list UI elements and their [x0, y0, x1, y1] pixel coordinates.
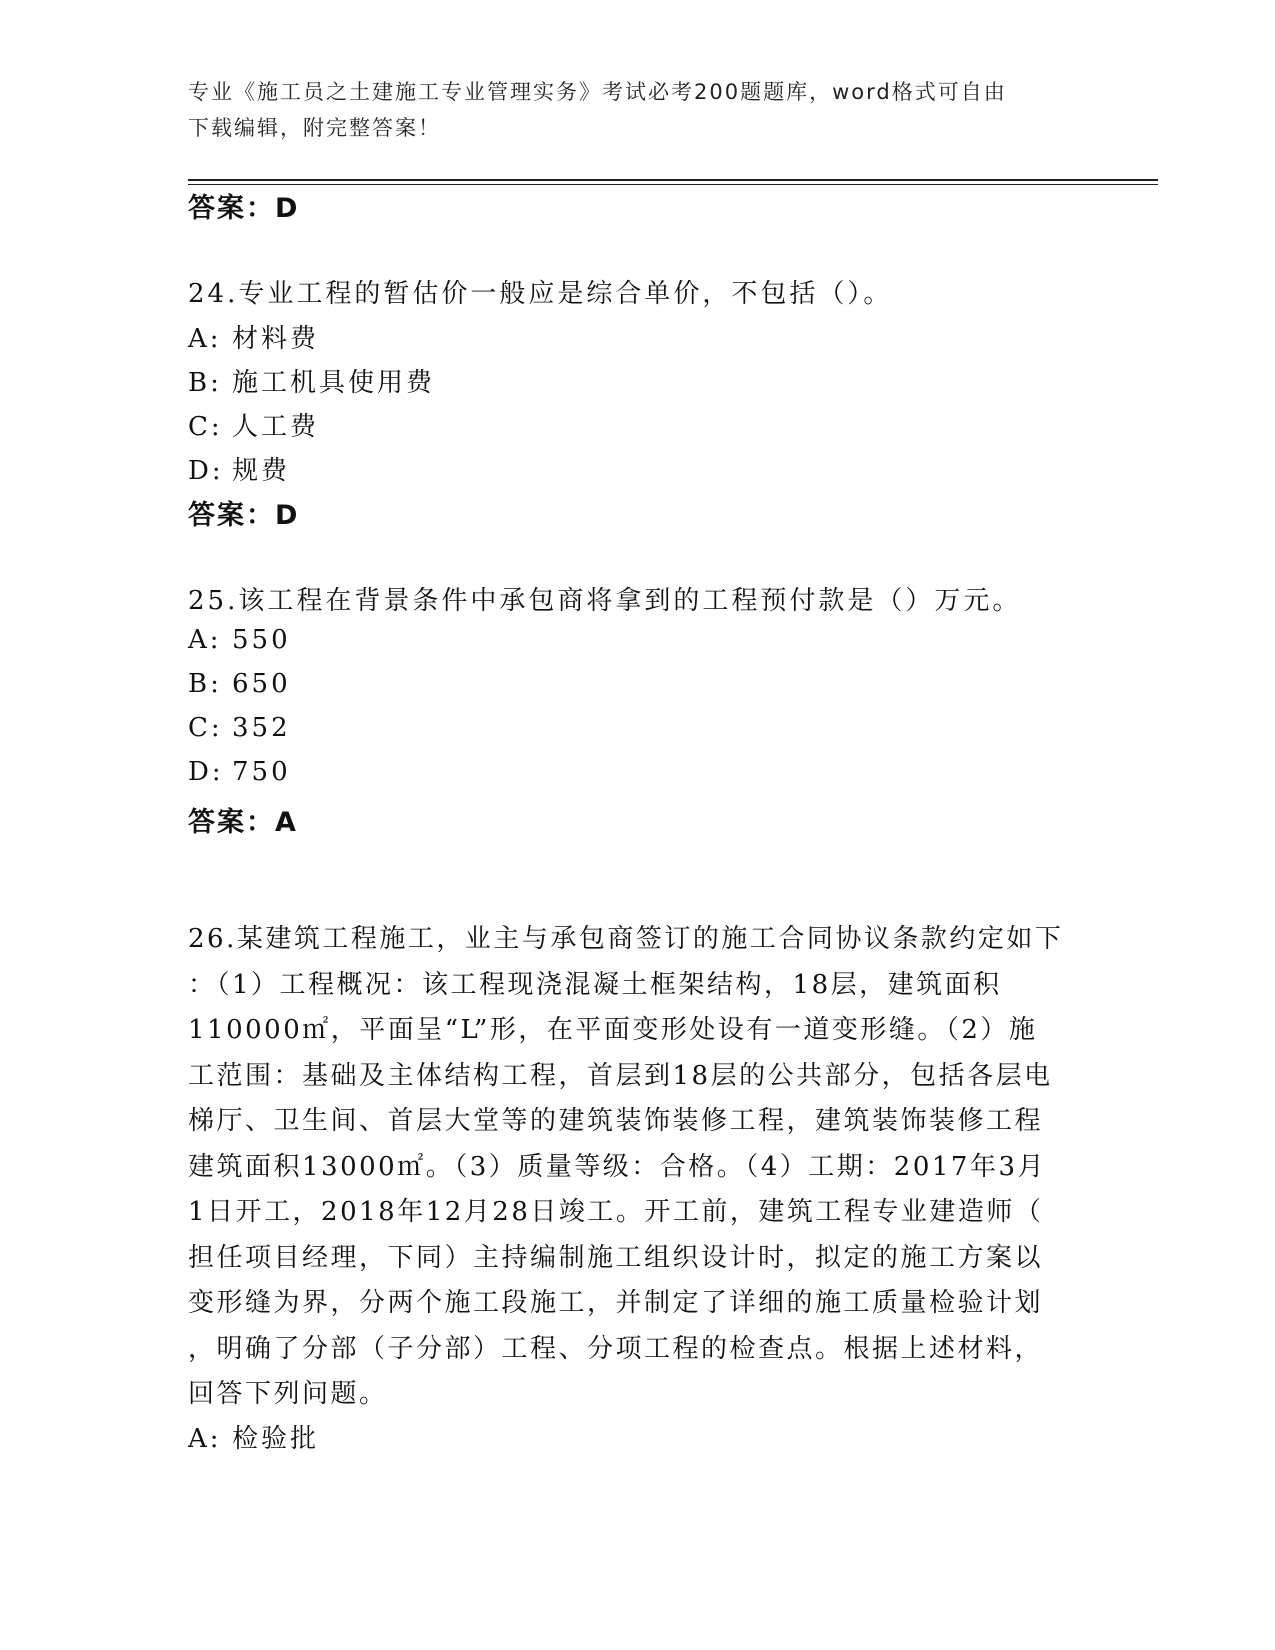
question-26-line: ，明确了分部（子分部）工程、分项工程的检查点。根据上述材料，: [188, 1333, 1044, 1364]
option-text: 550: [232, 625, 291, 655]
option-26-a: [188, 1418, 319, 1455]
option-text: 规费: [232, 456, 291, 486]
option-text: 检验批: [232, 1424, 320, 1454]
question-26-line: 1日开工，2018年12月28日竣工。开工前，建筑工程专业建造师（: [188, 1197, 1044, 1227]
header-rule-thin: [188, 184, 1158, 185]
option-24-a: [188, 318, 319, 355]
option-label: D:: [188, 456, 224, 486]
option-text: 施工机具使用费: [232, 368, 436, 398]
option-text: 352: [232, 713, 291, 743]
question-26-line: 110000㎡，平面呈“L”形，在平面变形处设有一道变形缝。（2）施: [188, 1015, 1038, 1045]
question-26-line: 变形缝为界，分两个施工段施工，并制定了详细的施工质量检验计划: [188, 1288, 1044, 1318]
option-label: B:: [188, 368, 222, 398]
option-25-c: [188, 713, 291, 743]
question-26-line: 26.某建筑工程施工，业主与承包商签订的施工合同协议条款约定如下: [188, 924, 1064, 954]
option-text: 650: [232, 669, 291, 699]
question-24: 24.专业工程的暂估价一般应是综合单价，不包括（）。: [188, 279, 893, 309]
option-label: A:: [188, 625, 222, 655]
question-26-line: 回答下列问题。: [188, 1379, 388, 1409]
answer-24: 答案：D: [188, 500, 300, 531]
option-label: B:: [188, 669, 222, 699]
option-label: D:: [188, 757, 224, 787]
option-label: A:: [188, 324, 222, 354]
option-text: 材料费: [232, 324, 320, 354]
question-25: 25.该工程在背景条件中承包商将拿到的工程预付款是（）万元。: [188, 586, 1022, 616]
header-line-2: 下载编辑，附完整答案！: [188, 116, 441, 140]
option-text: 人工费: [232, 412, 320, 442]
answer-previous: 答案：D: [188, 193, 300, 224]
option-24-b: [188, 362, 435, 399]
option-label: C:: [188, 412, 223, 442]
option-25-a: [188, 625, 291, 655]
option-24-d: [188, 450, 290, 487]
question-26-line: 梯厅、卫生间、首层大堂等的建筑装饰装修工程，建筑装饰装修工程: [188, 1106, 1044, 1136]
question-26: [188, 917, 1088, 1418]
question-26-line: 担任项目经理，下同）主持编制施工组织设计时，拟定的施工方案以: [188, 1242, 1044, 1273]
answer-25: 答案：A: [188, 807, 298, 838]
question-26-line: 建筑面积13000㎡。（3）质量等级：合格。（4）工期：2017年3月: [188, 1151, 1047, 1182]
option-24-c: [188, 406, 319, 443]
question-26-line: 工范围：基础及主体结构工程，首层到18层的公共部分，包括各层电: [188, 1060, 1053, 1091]
option-label: A:: [188, 1424, 222, 1454]
header-rule-thick: [188, 179, 1158, 181]
option-25-d: [188, 757, 291, 787]
question-26-line: ：（1）工程概况：该工程现浇混凝土框架结构，18层，建筑面积: [188, 969, 1002, 1000]
option-text: 750: [232, 757, 291, 787]
header-line-1: 专业《施工员之土建施工专业管理实务》考试必考200题题库，word格式可自由: [188, 80, 1007, 104]
option-25-b: [188, 669, 291, 699]
document-header: [188, 74, 1088, 146]
option-label: C:: [188, 713, 223, 743]
